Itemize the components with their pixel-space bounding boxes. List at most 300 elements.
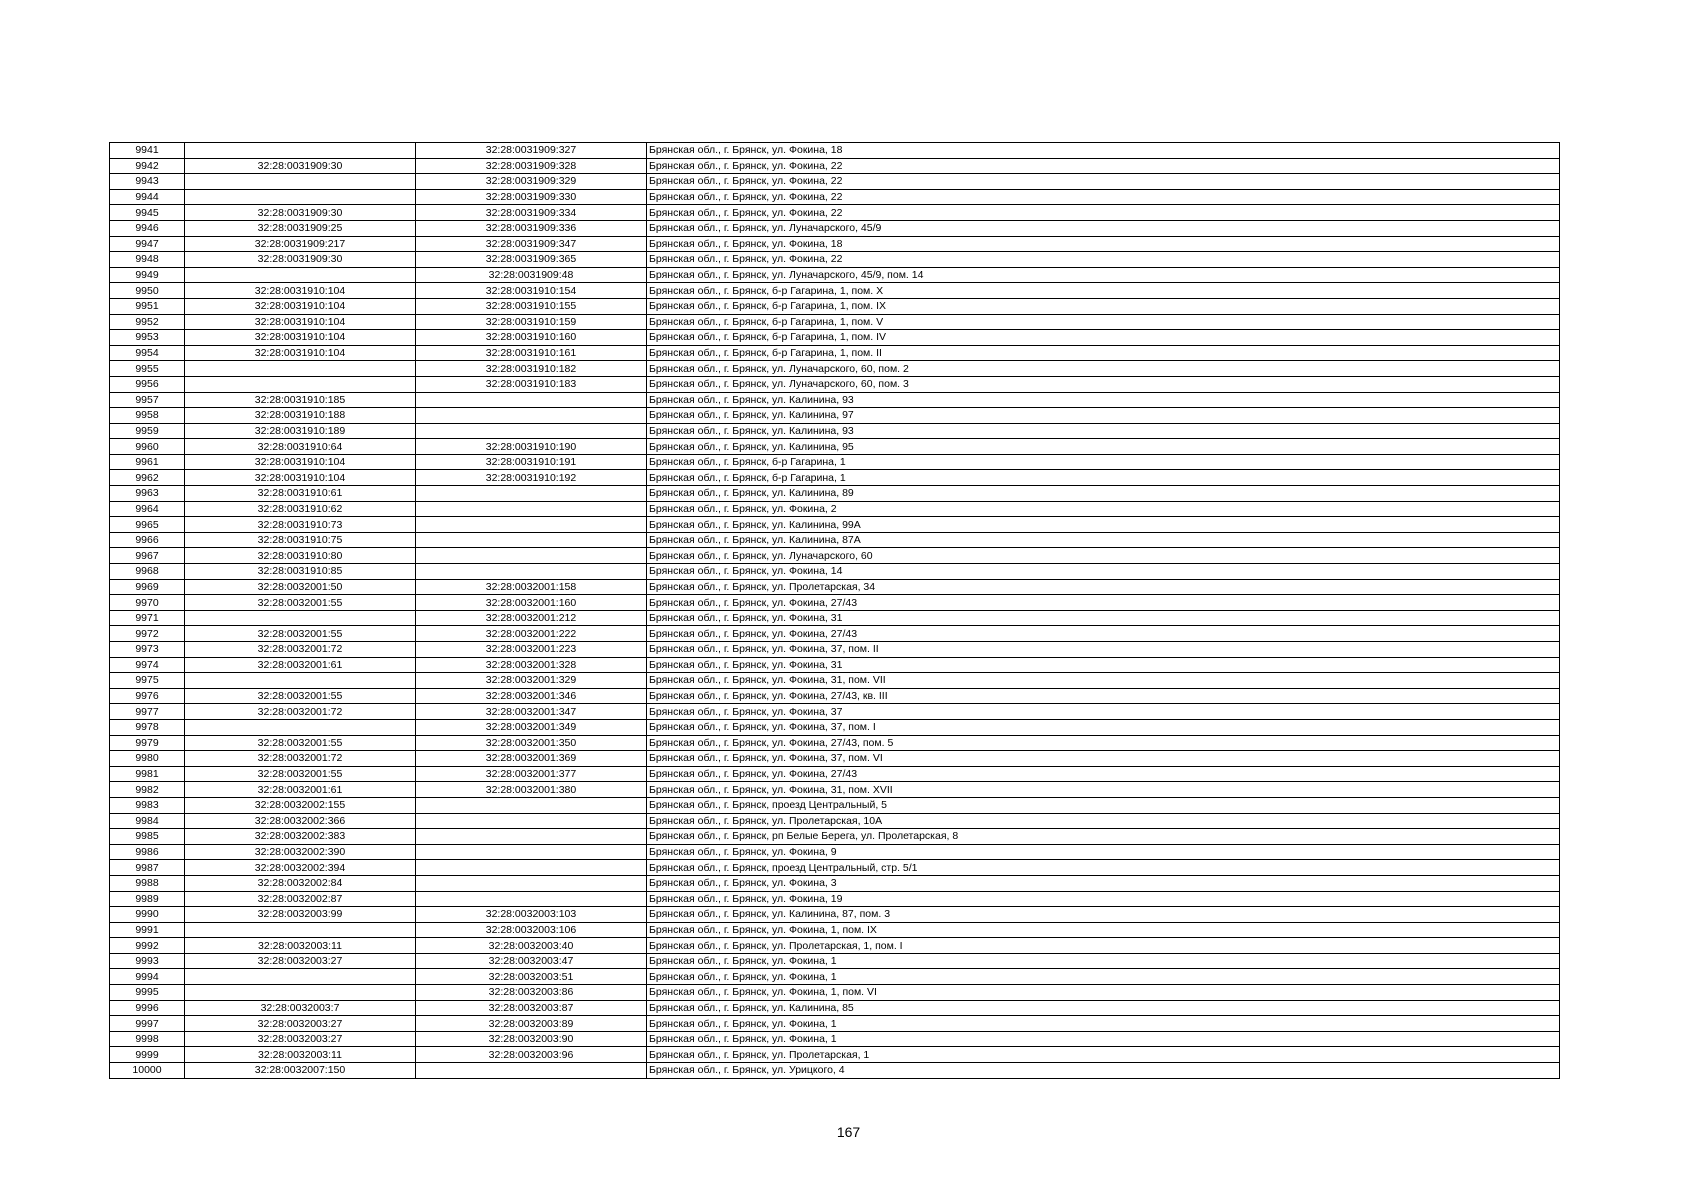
address-cell: Брянская обл., г. Брянск, ул. Фокина, 1	[647, 1031, 1560, 1047]
cadastral-number-cell	[416, 844, 647, 860]
address-cell: Брянская обл., г. Брянск, ул. Луначарского, 60, пом. 3	[647, 376, 1560, 392]
table-row	[110, 1031, 1560, 1047]
table-row	[110, 267, 1560, 283]
cadastral-number-cell: 32:28:0031910:159	[416, 314, 647, 330]
parent-cadastral-number-cell: 32:28:0032001:72	[185, 751, 416, 767]
address-cell: Брянская обл., г. Брянск, б-р Гагарина, 1, пом. IV	[647, 330, 1560, 346]
address-cell: Брянская обл., г. Брянск, б-р Гагарина, 1, пом. II	[647, 345, 1560, 361]
cadastral-number-cell: 32:28:0032003:86	[416, 985, 647, 1001]
table-row	[110, 766, 1560, 782]
cadastral-number-cell: 32:28:0031909:347	[416, 236, 647, 252]
parent-cadastral-number-cell: 32:28:0031910:62	[185, 501, 416, 517]
table-row	[110, 252, 1560, 268]
parent-cadastral-number-cell: 32:28:0031910:104	[185, 314, 416, 330]
address-cell: Брянская обл., г. Брянск, ул. Фокина, 37, пом. I	[647, 719, 1560, 735]
cadastral-number-cell	[416, 501, 647, 517]
table-row	[110, 454, 1560, 470]
cadastral-number-cell: 32:28:0032001:377	[416, 766, 647, 782]
table-row	[110, 719, 1560, 735]
cadastral-number-cell: 32:28:0031910:183	[416, 376, 647, 392]
cadastral-number-cell	[416, 486, 647, 502]
parent-cadastral-number-cell: 32:28:0032001:50	[185, 579, 416, 595]
table-row	[110, 1047, 1560, 1063]
row-number-cell: 9968	[110, 564, 185, 580]
address-cell: Брянская обл., г. Брянск, ул. Фокина, 27/43	[647, 766, 1560, 782]
address-cell: Брянская обл., г. Брянск, ул. Фокина, 31	[647, 657, 1560, 673]
row-number-cell: 9962	[110, 470, 185, 486]
parent-cadastral-number-cell: 32:28:0032001:61	[185, 657, 416, 673]
row-number-cell: 9967	[110, 548, 185, 564]
cadastral-number-cell	[416, 532, 647, 548]
row-number-cell: 9956	[110, 376, 185, 392]
table-row	[110, 486, 1560, 502]
address-cell: Брянская обл., г. Брянск, б-р Гагарина, 1, пом. IX	[647, 298, 1560, 314]
address-cell: Брянская обл., г. Брянск, ул. Пролетарская, 10А	[647, 813, 1560, 829]
parent-cadastral-number-cell	[185, 610, 416, 626]
cadastral-number-cell: 32:28:0032003:51	[416, 969, 647, 985]
parent-cadastral-number-cell: 32:28:0031910:185	[185, 392, 416, 408]
parent-cadastral-number-cell	[185, 673, 416, 689]
row-number-cell: 9991	[110, 922, 185, 938]
parent-cadastral-number-cell	[185, 969, 416, 985]
row-number-cell: 9970	[110, 595, 185, 611]
table-row	[110, 205, 1560, 221]
row-number-cell: 9980	[110, 751, 185, 767]
address-cell: Брянская обл., г. Брянск, ул. Калинина, 95	[647, 439, 1560, 455]
address-cell: Брянская обл., г. Брянск, ул. Калинина, 99А	[647, 517, 1560, 533]
table-row	[110, 610, 1560, 626]
address-cell: Брянская обл., г. Брянск, ул. Луначарского, 45/9, пом. 14	[647, 267, 1560, 283]
table-row	[110, 345, 1560, 361]
parent-cadastral-number-cell: 32:28:0032003:27	[185, 1031, 416, 1047]
table-row	[110, 220, 1560, 236]
row-number-cell: 9947	[110, 236, 185, 252]
cadastral-number-cell: 32:28:0031909:336	[416, 220, 647, 236]
cadastral-number-cell: 32:28:0031910:190	[416, 439, 647, 455]
cadastral-number-cell: 32:28:0031910:191	[416, 454, 647, 470]
address-cell: Брянская обл., г. Брянск, ул. Фокина, 18	[647, 143, 1560, 159]
row-number-cell: 9959	[110, 423, 185, 439]
table-row	[110, 470, 1560, 486]
cadastral-number-cell: 32:28:0032001:350	[416, 735, 647, 751]
cadastral-number-cell: 32:28:0031910:155	[416, 298, 647, 314]
cadastral-number-cell: 32:28:0032001:223	[416, 642, 647, 658]
table-row	[110, 704, 1560, 720]
row-number-cell: 9978	[110, 719, 185, 735]
cadastral-number-cell: 32:28:0032003:47	[416, 953, 647, 969]
address-cell: Брянская обл., г. Брянск, ул. Калинина, 97	[647, 408, 1560, 424]
row-number-cell: 9946	[110, 220, 185, 236]
table-row	[110, 517, 1560, 533]
parent-cadastral-number-cell: 32:28:0031909:30	[185, 158, 416, 174]
cadastral-number-cell: 32:28:0031910:192	[416, 470, 647, 486]
parent-cadastral-number-cell: 32:28:0031910:104	[185, 330, 416, 346]
parent-cadastral-number-cell: 32:28:0031909:30	[185, 205, 416, 221]
parent-cadastral-number-cell	[185, 361, 416, 377]
table-row	[110, 189, 1560, 205]
parent-cadastral-number-cell: 32:28:0032007:150	[185, 1063, 416, 1079]
cadastral-number-cell: 32:28:0031909:330	[416, 189, 647, 205]
row-number-cell: 9994	[110, 969, 185, 985]
table-row	[110, 298, 1560, 314]
address-cell: Брянская обл., г. Брянск, ул. Калинина, 89	[647, 486, 1560, 502]
parent-cadastral-number-cell: 32:28:0032002:383	[185, 829, 416, 845]
row-number-cell: 9944	[110, 189, 185, 205]
row-number-cell: 9996	[110, 1000, 185, 1016]
table-row	[110, 283, 1560, 299]
address-cell: Брянская обл., г. Брянск, б-р Гагарина, 1	[647, 470, 1560, 486]
table-row	[110, 1063, 1560, 1079]
address-cell: Брянская обл., г. Брянск, ул. Калинина, 93	[647, 392, 1560, 408]
table-row	[110, 782, 1560, 798]
address-cell: Брянская обл., г. Брянск, ул. Фокина, 31, пом. XVII	[647, 782, 1560, 798]
row-number-cell: 9950	[110, 283, 185, 299]
table-row	[110, 829, 1560, 845]
parent-cadastral-number-cell: 32:28:0032001:55	[185, 626, 416, 642]
parent-cadastral-number-cell: 32:28:0032003:11	[185, 1047, 416, 1063]
table-row	[110, 1016, 1560, 1032]
cadastral-number-cell: 32:28:0031909:329	[416, 174, 647, 190]
parent-cadastral-number-cell: 32:28:0031910:104	[185, 298, 416, 314]
cadastral-number-cell	[416, 548, 647, 564]
cadastral-number-cell: 32:28:0031910:161	[416, 345, 647, 361]
cadastral-number-cell: 32:28:0031909:334	[416, 205, 647, 221]
cadastral-number-cell	[416, 1063, 647, 1079]
cadastral-number-cell: 32:28:0032001:212	[416, 610, 647, 626]
address-cell: Брянская обл., г. Брянск, ул. Фокина, 14	[647, 564, 1560, 580]
cadastral-number-cell: 32:28:0032003:87	[416, 1000, 647, 1016]
address-cell: Брянская обл., г. Брянск, ул. Фокина, 18	[647, 236, 1560, 252]
address-cell: Брянская обл., г. Брянск, ул. Фокина, 37, пом. II	[647, 642, 1560, 658]
cadastral-number-cell	[416, 392, 647, 408]
parent-cadastral-number-cell: 32:28:0031910:104	[185, 345, 416, 361]
parent-cadastral-number-cell	[185, 174, 416, 190]
row-number-cell: 9966	[110, 532, 185, 548]
cadastral-number-cell: 32:28:0032001:158	[416, 579, 647, 595]
address-cell: Брянская обл., г. Брянск, ул. Фокина, 27/43	[647, 595, 1560, 611]
parent-cadastral-number-cell: 32:28:0032003:7	[185, 1000, 416, 1016]
row-number-cell: 9993	[110, 953, 185, 969]
parent-cadastral-number-cell: 32:28:0031910:188	[185, 408, 416, 424]
table-row	[110, 657, 1560, 673]
row-number-cell: 9951	[110, 298, 185, 314]
address-cell: Брянская обл., г. Брянск, ул. Фокина, 37	[647, 704, 1560, 720]
cadastral-number-cell: 32:28:0032003:103	[416, 907, 647, 923]
cadastral-number-cell: 32:28:0032001:329	[416, 673, 647, 689]
cadastral-number-cell: 32:28:0031910:154	[416, 283, 647, 299]
row-number-cell: 9969	[110, 579, 185, 595]
parent-cadastral-number-cell: 32:28:0031910:73	[185, 517, 416, 533]
row-number-cell: 9982	[110, 782, 185, 798]
row-number-cell: 9974	[110, 657, 185, 673]
parent-cadastral-number-cell: 32:28:0031910:104	[185, 283, 416, 299]
table-row	[110, 642, 1560, 658]
parent-cadastral-number-cell	[185, 719, 416, 735]
table-row	[110, 314, 1560, 330]
parent-cadastral-number-cell: 32:28:0031910:85	[185, 564, 416, 580]
address-cell: Брянская обл., г. Брянск, ул. Фокина, 27/43, кв. III	[647, 688, 1560, 704]
parent-cadastral-number-cell: 32:28:0032003:11	[185, 938, 416, 954]
cadastral-number-cell	[416, 875, 647, 891]
parent-cadastral-number-cell: 32:28:0032001:61	[185, 782, 416, 798]
row-number-cell: 9949	[110, 267, 185, 283]
cadastral-number-cell: 32:28:0031909:328	[416, 158, 647, 174]
address-cell: Брянская обл., г. Брянск, ул. Фокина, 1	[647, 1016, 1560, 1032]
parent-cadastral-number-cell: 32:28:0032001:72	[185, 642, 416, 658]
cadastral-number-cell: 32:28:0032001:160	[416, 595, 647, 611]
cadastral-number-cell: 32:28:0032001:369	[416, 751, 647, 767]
row-number-cell: 9941	[110, 143, 185, 159]
row-number-cell: 9963	[110, 486, 185, 502]
table-row	[110, 158, 1560, 174]
row-number-cell: 9983	[110, 797, 185, 813]
table-row	[110, 595, 1560, 611]
row-number-cell: 9971	[110, 610, 185, 626]
cadastral-number-cell	[416, 891, 647, 907]
row-number-cell: 9961	[110, 454, 185, 470]
row-number-cell: 9985	[110, 829, 185, 845]
row-number-cell: 9976	[110, 688, 185, 704]
table-row	[110, 392, 1560, 408]
address-cell: Брянская обл., г. Брянск, ул. Калинина, 85	[647, 1000, 1560, 1016]
parent-cadastral-number-cell: 32:28:0032001:55	[185, 735, 416, 751]
row-number-cell: 9965	[110, 517, 185, 533]
row-number-cell: 9975	[110, 673, 185, 689]
table-row	[110, 143, 1560, 159]
row-number-cell: 9955	[110, 361, 185, 377]
address-cell: Брянская обл., г. Брянск, ул. Урицкого, 4	[647, 1063, 1560, 1079]
address-cell: Брянская обл., г. Брянск, ул. Фокина, 37, пом. VI	[647, 751, 1560, 767]
cadastral-number-cell	[416, 813, 647, 829]
address-cell: Брянская обл., г. Брянск, б-р Гагарина, 1, пом. X	[647, 283, 1560, 299]
cadastral-number-cell	[416, 408, 647, 424]
address-cell: Брянская обл., г. Брянск, ул. Фокина, 1	[647, 969, 1560, 985]
address-cell: Брянская обл., г. Брянск, ул. Пролетарская, 34	[647, 579, 1560, 595]
cadastral-number-cell: 32:28:0031910:182	[416, 361, 647, 377]
parent-cadastral-number-cell: 32:28:0031910:104	[185, 454, 416, 470]
cadastral-number-cell: 32:28:0032003:106	[416, 922, 647, 938]
cadastral-number-cell: 32:28:0032001:328	[416, 657, 647, 673]
cadastral-number-cell: 32:28:0032003:96	[416, 1047, 647, 1063]
address-cell: Брянская обл., г. Брянск, ул. Фокина, 22	[647, 205, 1560, 221]
cadastral-number-cell: 32:28:0031909:365	[416, 252, 647, 268]
table-row	[110, 875, 1560, 891]
address-cell: Брянская обл., г. Брянск, ул. Фокина, 27/43	[647, 626, 1560, 642]
parent-cadastral-number-cell	[185, 143, 416, 159]
row-number-cell: 9987	[110, 860, 185, 876]
cadastral-number-cell: 32:28:0032003:89	[416, 1016, 647, 1032]
address-cell: Брянская обл., г. Брянск, ул. Фокина, 31	[647, 610, 1560, 626]
address-cell: Брянская обл., г. Брянск, ул. Фокина, 31, пом. VII	[647, 673, 1560, 689]
parent-cadastral-number-cell: 32:28:0031909:30	[185, 252, 416, 268]
cadastral-number-cell: 32:28:0031909:48	[416, 267, 647, 283]
table-row	[110, 938, 1560, 954]
row-number-cell: 9999	[110, 1047, 185, 1063]
parent-cadastral-number-cell: 32:28:0032002:87	[185, 891, 416, 907]
table-row	[110, 626, 1560, 642]
address-cell: Брянская обл., г. Брянск, ул. Фокина, 22	[647, 189, 1560, 205]
address-cell: Брянская обл., г. Брянск, б-р Гагарина, 1	[647, 454, 1560, 470]
parent-cadastral-number-cell: 32:28:0032002:394	[185, 860, 416, 876]
table-row	[110, 501, 1560, 517]
cadastral-number-cell	[416, 517, 647, 533]
address-cell: Брянская обл., г. Брянск, ул. Фокина, 27/43, пом. 5	[647, 735, 1560, 751]
row-number-cell: 9952	[110, 314, 185, 330]
table-row	[110, 376, 1560, 392]
table-body	[110, 143, 1560, 1079]
cadastral-number-cell: 32:28:0032001:380	[416, 782, 647, 798]
table-row	[110, 813, 1560, 829]
address-cell: Брянская обл., г. Брянск, ул. Фокина, 19	[647, 891, 1560, 907]
row-number-cell: 9984	[110, 813, 185, 829]
table-row	[110, 174, 1560, 190]
address-cell: Брянская обл., г. Брянск, ул. Фокина, 2	[647, 501, 1560, 517]
table-row	[110, 423, 1560, 439]
property-registry-table	[109, 142, 1560, 1079]
table-row	[110, 985, 1560, 1001]
parent-cadastral-number-cell: 32:28:0032002:390	[185, 844, 416, 860]
parent-cadastral-number-cell: 32:28:0032002:155	[185, 797, 416, 813]
row-number-cell: 9958	[110, 408, 185, 424]
cadastral-number-cell	[416, 564, 647, 580]
row-number-cell: 9997	[110, 1016, 185, 1032]
cadastral-number-cell: 32:28:0031910:160	[416, 330, 647, 346]
table-row	[110, 439, 1560, 455]
address-cell: Брянская обл., г. Брянск, ул. Фокина, 22	[647, 174, 1560, 190]
table-row	[110, 969, 1560, 985]
table-row	[110, 548, 1560, 564]
address-cell: Брянская обл., г. Брянск, ул. Луначарского, 60	[647, 548, 1560, 564]
address-cell: Брянская обл., г. Брянск, ул. Луначарского, 60, пом. 2	[647, 361, 1560, 377]
row-number-cell: 9953	[110, 330, 185, 346]
parent-cadastral-number-cell: 32:28:0031909:25	[185, 220, 416, 236]
parent-cadastral-number-cell	[185, 922, 416, 938]
parent-cadastral-number-cell	[185, 376, 416, 392]
parent-cadastral-number-cell: 32:28:0032001:55	[185, 766, 416, 782]
table-row	[110, 922, 1560, 938]
table-row	[110, 797, 1560, 813]
parent-cadastral-number-cell: 32:28:0032002:84	[185, 875, 416, 891]
row-number-cell: 9954	[110, 345, 185, 361]
row-number-cell: 9942	[110, 158, 185, 174]
address-cell: Брянская обл., г. Брянск, ул. Калинина, 87А	[647, 532, 1560, 548]
row-number-cell: 9948	[110, 252, 185, 268]
cadastral-number-cell: 32:28:0032001:347	[416, 704, 647, 720]
parent-cadastral-number-cell: 32:28:0032003:99	[185, 907, 416, 923]
address-cell: Брянская обл., г. Брянск, ул. Калинина, 93	[647, 423, 1560, 439]
table-row	[110, 735, 1560, 751]
address-cell: Брянская обл., г. Брянск, ул. Луначарского, 45/9	[647, 220, 1560, 236]
address-cell: Брянская обл., г. Брянск, проезд Центральный, стр. 5/1	[647, 860, 1560, 876]
address-cell: Брянская обл., г. Брянск, проезд Центральный, 5	[647, 797, 1560, 813]
address-cell: Брянская обл., г. Брянск, рп Белые Берега, ул. Пролетарская, 8	[647, 829, 1560, 845]
address-cell: Брянская обл., г. Брянск, ул. Фокина, 22	[647, 252, 1560, 268]
row-number-cell: 9992	[110, 938, 185, 954]
page-number: 167	[836, 1124, 861, 1140]
table-row	[110, 860, 1560, 876]
cadastral-number-cell: 32:28:0032003:40	[416, 938, 647, 954]
address-cell: Брянская обл., г. Брянск, ул. Пролетарская, 1	[647, 1047, 1560, 1063]
cadastral-number-cell: 32:28:0032001:222	[416, 626, 647, 642]
parent-cadastral-number-cell: 32:28:0032003:27	[185, 953, 416, 969]
address-cell: Брянская обл., г. Брянск, ул. Пролетарская, 1, пом. I	[647, 938, 1560, 954]
table-row	[110, 891, 1560, 907]
row-number-cell: 9972	[110, 626, 185, 642]
row-number-cell: 9943	[110, 174, 185, 190]
table-row	[110, 330, 1560, 346]
row-number-cell: 9998	[110, 1031, 185, 1047]
address-cell: Брянская обл., г. Брянск, ул. Фокина, 1, пом. VI	[647, 985, 1560, 1001]
table-row	[110, 579, 1560, 595]
parent-cadastral-number-cell	[185, 267, 416, 283]
row-number-cell: 9973	[110, 642, 185, 658]
row-number-cell: 9957	[110, 392, 185, 408]
parent-cadastral-number-cell: 32:28:0032001:55	[185, 595, 416, 611]
row-number-cell: 9960	[110, 439, 185, 455]
cadastral-number-cell	[416, 797, 647, 813]
cadastral-number-cell	[416, 829, 647, 845]
parent-cadastral-number-cell: 32:28:0031910:75	[185, 532, 416, 548]
row-number-cell: 9988	[110, 875, 185, 891]
parent-cadastral-number-cell	[185, 189, 416, 205]
row-number-cell: 9995	[110, 985, 185, 1001]
table-row	[110, 907, 1560, 923]
cadastral-number-cell: 32:28:0032001:349	[416, 719, 647, 735]
address-cell: Брянская обл., г. Брянск, ул. Фокина, 9	[647, 844, 1560, 860]
table-row	[110, 361, 1560, 377]
table-row	[110, 236, 1560, 252]
table-row	[110, 408, 1560, 424]
cadastral-number-cell: 32:28:0031909:327	[416, 143, 647, 159]
address-cell: Брянская обл., г. Брянск, б-р Гагарина, 1, пом. V	[647, 314, 1560, 330]
row-number-cell: 9981	[110, 766, 185, 782]
parent-cadastral-number-cell: 32:28:0031909:217	[185, 236, 416, 252]
row-number-cell: 9977	[110, 704, 185, 720]
cadastral-number-cell: 32:28:0032001:346	[416, 688, 647, 704]
table-row	[110, 751, 1560, 767]
row-number-cell: 9979	[110, 735, 185, 751]
address-cell: Брянская обл., г. Брянск, ул. Фокина, 3	[647, 875, 1560, 891]
row-number-cell: 9986	[110, 844, 185, 860]
parent-cadastral-number-cell: 32:28:0031910:80	[185, 548, 416, 564]
table-row	[110, 673, 1560, 689]
parent-cadastral-number-cell: 32:28:0031910:61	[185, 486, 416, 502]
table-row	[110, 1000, 1560, 1016]
table-row	[110, 688, 1560, 704]
parent-cadastral-number-cell: 32:28:0031910:189	[185, 423, 416, 439]
parent-cadastral-number-cell: 32:28:0032003:27	[185, 1016, 416, 1032]
table-row	[110, 953, 1560, 969]
address-cell: Брянская обл., г. Брянск, ул. Фокина, 22	[647, 158, 1560, 174]
table-row	[110, 844, 1560, 860]
cadastral-number-cell	[416, 423, 647, 439]
table-row	[110, 564, 1560, 580]
cadastral-number-cell	[416, 860, 647, 876]
address-cell: Брянская обл., г. Брянск, ул. Калинина, 87, пом. 3	[647, 907, 1560, 923]
row-number-cell: 9945	[110, 205, 185, 221]
cadastral-number-cell: 32:28:0032003:90	[416, 1031, 647, 1047]
row-number-cell: 9989	[110, 891, 185, 907]
row-number-cell: 9964	[110, 501, 185, 517]
parent-cadastral-number-cell: 32:28:0031910:104	[185, 470, 416, 486]
parent-cadastral-number-cell: 32:28:0032001:72	[185, 704, 416, 720]
parent-cadastral-number-cell: 32:28:0032002:366	[185, 813, 416, 829]
row-number-cell: 10000	[110, 1063, 185, 1079]
table-row	[110, 532, 1560, 548]
parent-cadastral-number-cell	[185, 985, 416, 1001]
row-number-cell: 9990	[110, 907, 185, 923]
address-cell: Брянская обл., г. Брянск, ул. Фокина, 1	[647, 953, 1560, 969]
